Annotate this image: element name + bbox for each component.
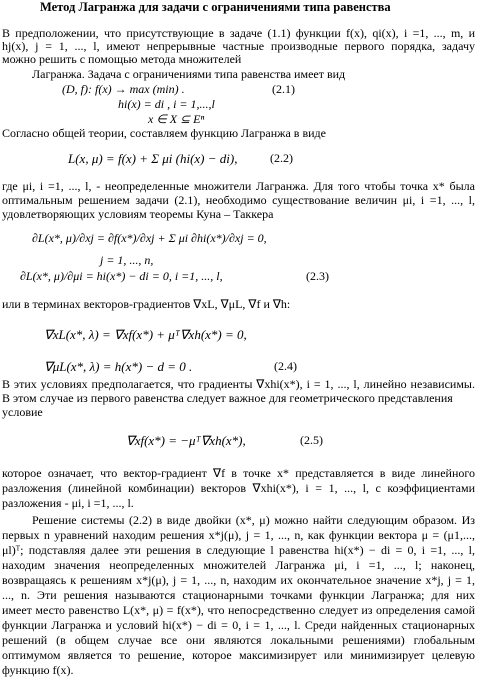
text-line: находим значения неопределенных множителей Лагранжа μi, i =1, ..., l; наконец, (2, 558, 475, 572)
text-line: hj(x), j = 1, ..., l, имеют непрерывные частные производные первого порядка, задачу (2, 39, 475, 53)
text-line: Лагранжа. Задача с ограничениями типа равенства имеет вид (32, 67, 346, 81)
text-line: или в терминах векторов-градиентов ∇xL, ∇μL, ∇f и ∇h: (2, 297, 291, 311)
text-line: условие (2, 405, 43, 419)
text-line: удовлетворяющих условиям теоремы Куна – Таккера (2, 207, 274, 221)
text-line: решений (в общем случае все они являются локальными решениями) глобальным (2, 633, 475, 647)
text-line: где μi, i =1, ..., l, - неопределенные множители Лагранжа. Для того чтобы точка x* была (2, 179, 475, 193)
text-line: первых n уравнений находим решения x*j(μ), j = 1, ..., n, как функции вектора μ = (μ1,..., (2, 528, 475, 542)
text-line: разложения - μi, i =1, ..., l. (2, 496, 134, 510)
text-line: которое означает, что вектор-градиент ∇f в точке x* представляется в виде линейного (2, 466, 475, 480)
text-line: разложения (линейной комбинации) векторов ∇xhi(x*), i = 1, ..., l, с коэффициентами (2, 481, 475, 495)
text-line: функцию f(x). (2, 663, 74, 677)
page-title: Метод Лагранжа для задачи с ограничениями типа равенства (40, 0, 391, 14)
text-line: ..., n. Эти решения называются стационарными точками функции Лагранжа; для них (2, 588, 475, 602)
text-line: можно решить с помощью метода множителей (2, 52, 242, 66)
equation-line: (D, f): f(x) → max (min) . (62, 82, 185, 96)
equation-line: ∇xL(x*, λ) = ∇xf(x*) + μᵀ∇xh(x*) = 0, (44, 327, 247, 342)
equation-number: (2.4) (274, 359, 297, 373)
equation-line: L(x, μ) = f(x) + Σ μi (hi(x) − di), (68, 151, 238, 166)
text-line: имеет место равенство L(x*, μ) = f(x*), что непосредственно следует из определения самой (2, 603, 475, 617)
equation-number: (2.2) (270, 151, 293, 165)
equation-line: ∇xf(x*) = −μᵀ∇xh(x*), (126, 433, 246, 448)
text-line: В этих условиях предполагается, что градиенты ∇xhi(x*), i = 1, ..., l, линейно независимы. (2, 377, 475, 391)
equation-number: (2.3) (306, 269, 329, 283)
text-line: μl)ᵀ; подставляя далее эти решения в следующие l равенства hi(x*) − di = 0, i =1, ..., l, (2, 543, 475, 557)
text-line: возвращаясь к решениям x*j(μ), j = 1, ..., n, находим их окончательное значение x*j, j = 1, (2, 573, 475, 587)
equation-number: (2.5) (300, 433, 323, 447)
text-line: В предположении, что присутствующие в задаче (1.1) функции f(x), qi(x), i =1, ..., m, и (2, 26, 475, 40)
equation-line: j = 1, ..., n, (100, 253, 154, 267)
equation-line: ∂L(x*, μ)/∂xj = ∂f(x*)/∂xj + Σ μi ∂hi(x*)/∂xj = 0, (32, 231, 267, 245)
equation-line: x ∈ X ⊆ Eⁿ (148, 112, 205, 126)
text-line: оптимумом является то решение, которое максимизирует или минимизирует целевую (2, 648, 475, 662)
equation-number: (2.1) (272, 82, 295, 96)
equation-line: ∂L(x*, μ)/∂μi = hi(x*) − di = 0, i =1, ..., l, (20, 269, 223, 283)
text-line: В этом случае из первого равенства следует важное для геометрического представления (2, 391, 453, 405)
equation-line: hi(x) = di , i = 1,...,l (118, 97, 215, 111)
equation-line: ∇μL(x*, λ) = h(x*) − d = 0 . (44, 359, 193, 374)
text-line: оптимальным решением задачи (2.1), необходимо существование величин μi, i =1, ..., l, (2, 193, 475, 207)
text-line: функции Лагранжа и условий hi(x*) − di = 0, i = 1, ..., l. Среди найденных стационарных (2, 618, 475, 632)
text-line: Согласно общей теории, составляем функцию Лагранжа в виде (2, 126, 326, 140)
text-line: Решение системы (2.2) в виде двойки (x*, μ) можно найти следующим образом. Из (32, 513, 475, 527)
